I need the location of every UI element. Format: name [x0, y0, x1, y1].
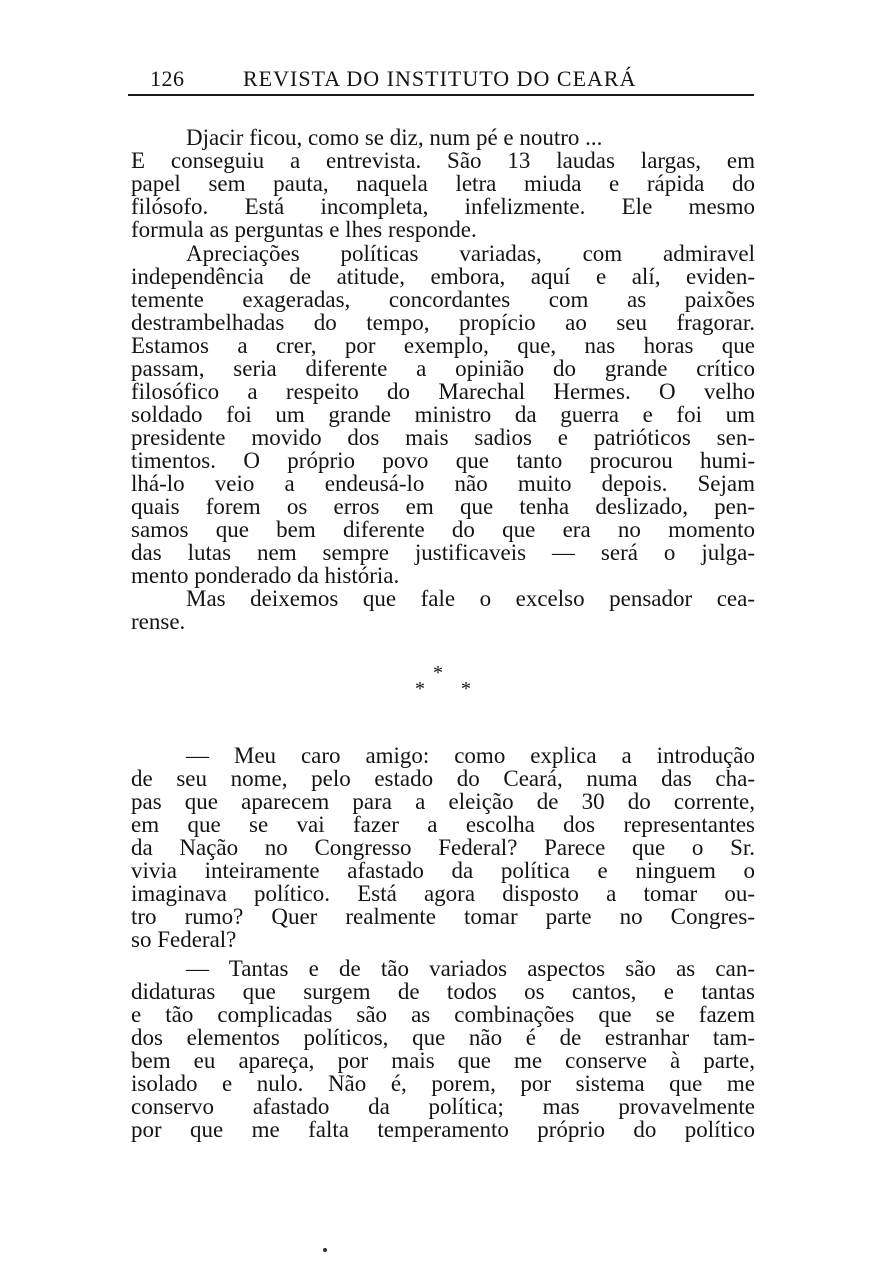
- asterisk: *: [461, 678, 471, 700]
- text-line: dos elementos políticos, que não é de estranhar tam-: [131, 1025, 755, 1050]
- text-line: Estamos a crer, por exemplo, que, nas horas que: [131, 333, 755, 358]
- text-line: lhá-lo veio a endeusá-lo não muito depois. Sejam: [131, 471, 755, 496]
- page-number: 126: [150, 66, 185, 91]
- running-header: [128, 60, 754, 96]
- text-line: papel sem pauta, naquela letra miuda e rápida do: [131, 171, 755, 196]
- text-line: didaturas que surgem de todos os cantos, e tantas: [131, 979, 755, 1004]
- text-line: filosófico a respeito do Marechal Hermes. O velho: [131, 379, 755, 404]
- text-line: passam, seria diferente a opinião do grande crítico: [131, 356, 755, 381]
- text-line: imaginava político. Está agora disposto a tomar ou-: [131, 881, 755, 906]
- text-line: timentos. O próprio povo que tanto procurou humi-: [131, 448, 755, 473]
- text-line: conservo afastado da política; mas provavelmente: [131, 1094, 755, 1119]
- text-line: rense.: [131, 609, 186, 634]
- text-line: E conseguiu a entrevista. São 13 laudas largas, em: [131, 148, 755, 173]
- text-line: Djacir ficou, como se diz, num pé e noutro ...: [186, 125, 603, 150]
- text-line: Mas deixemos que fale o excelso pensador cea-: [186, 586, 755, 611]
- text-line: por que me falta temperamento próprio do político: [131, 1117, 755, 1142]
- text-line: bem eu apareça, por mais que me conserve à parte,: [131, 1048, 755, 1073]
- text-line: samos que bem diferente do que era no momento: [131, 517, 755, 542]
- text-line: tro rumo? Quer realmente tomar parte no Congres-: [131, 904, 755, 929]
- text-line: Apreciações políticas variadas, com admiravel: [186, 241, 755, 266]
- text-line: — Meu caro amigo: como explica a introdução: [186, 743, 755, 768]
- text-line: quais forem os erros em que tenha deslizado, pen-: [131, 494, 755, 519]
- text-line: soldado foi um grande ministro da guerra e foi um: [131, 402, 755, 427]
- text-line: da Nação no Congresso Federal? Parece que o Sr.: [131, 835, 755, 860]
- section-break-asterism: [405, 662, 485, 712]
- text-line: so Federal?: [131, 927, 237, 952]
- text-line: temente exageradas, concordantes com as paixões: [131, 287, 755, 312]
- ink-speck: [323, 1248, 327, 1252]
- text-line: formula as perguntas e lhes responde.: [131, 217, 477, 242]
- text-line: e tão complicadas são as combinações que se fazem: [131, 1002, 755, 1027]
- text-line: filósofo. Está incompleta, infelizmente. Ele mesmo: [131, 194, 755, 219]
- text-line: mento ponderado da história.: [131, 563, 400, 588]
- text-line: vivia inteiramente afastado da política e ninguem o: [131, 858, 755, 883]
- text-line: isolado e nulo. Não é, porem, por sistema que me: [131, 1071, 755, 1096]
- text-line: de seu nome, pelo estado do Ceará, numa das cha-: [131, 766, 755, 791]
- text-line: em que se vai fazer a escolha dos representantes: [131, 812, 755, 837]
- text-line: pas que aparecem para a eleição de 30 do corrente,: [131, 789, 755, 814]
- asterisk: *: [433, 662, 443, 684]
- asterisk: *: [415, 678, 425, 700]
- text-line: destrambelhadas do tempo, propício ao seu fragorar.: [131, 310, 755, 335]
- text-line: — Tantas e de tão variados aspectos são as can-: [186, 956, 755, 981]
- text-line: das lutas nem sempre justificaveis — será o julga-: [131, 540, 755, 565]
- text-line: presidente movido dos mais sadios e patrióticos sen-: [131, 425, 755, 450]
- running-title: REVISTA DO INSTITUTO DO CEARÁ: [243, 66, 637, 91]
- text-line: independência de atitude, embora, aquí e alí, eviden-: [131, 264, 755, 289]
